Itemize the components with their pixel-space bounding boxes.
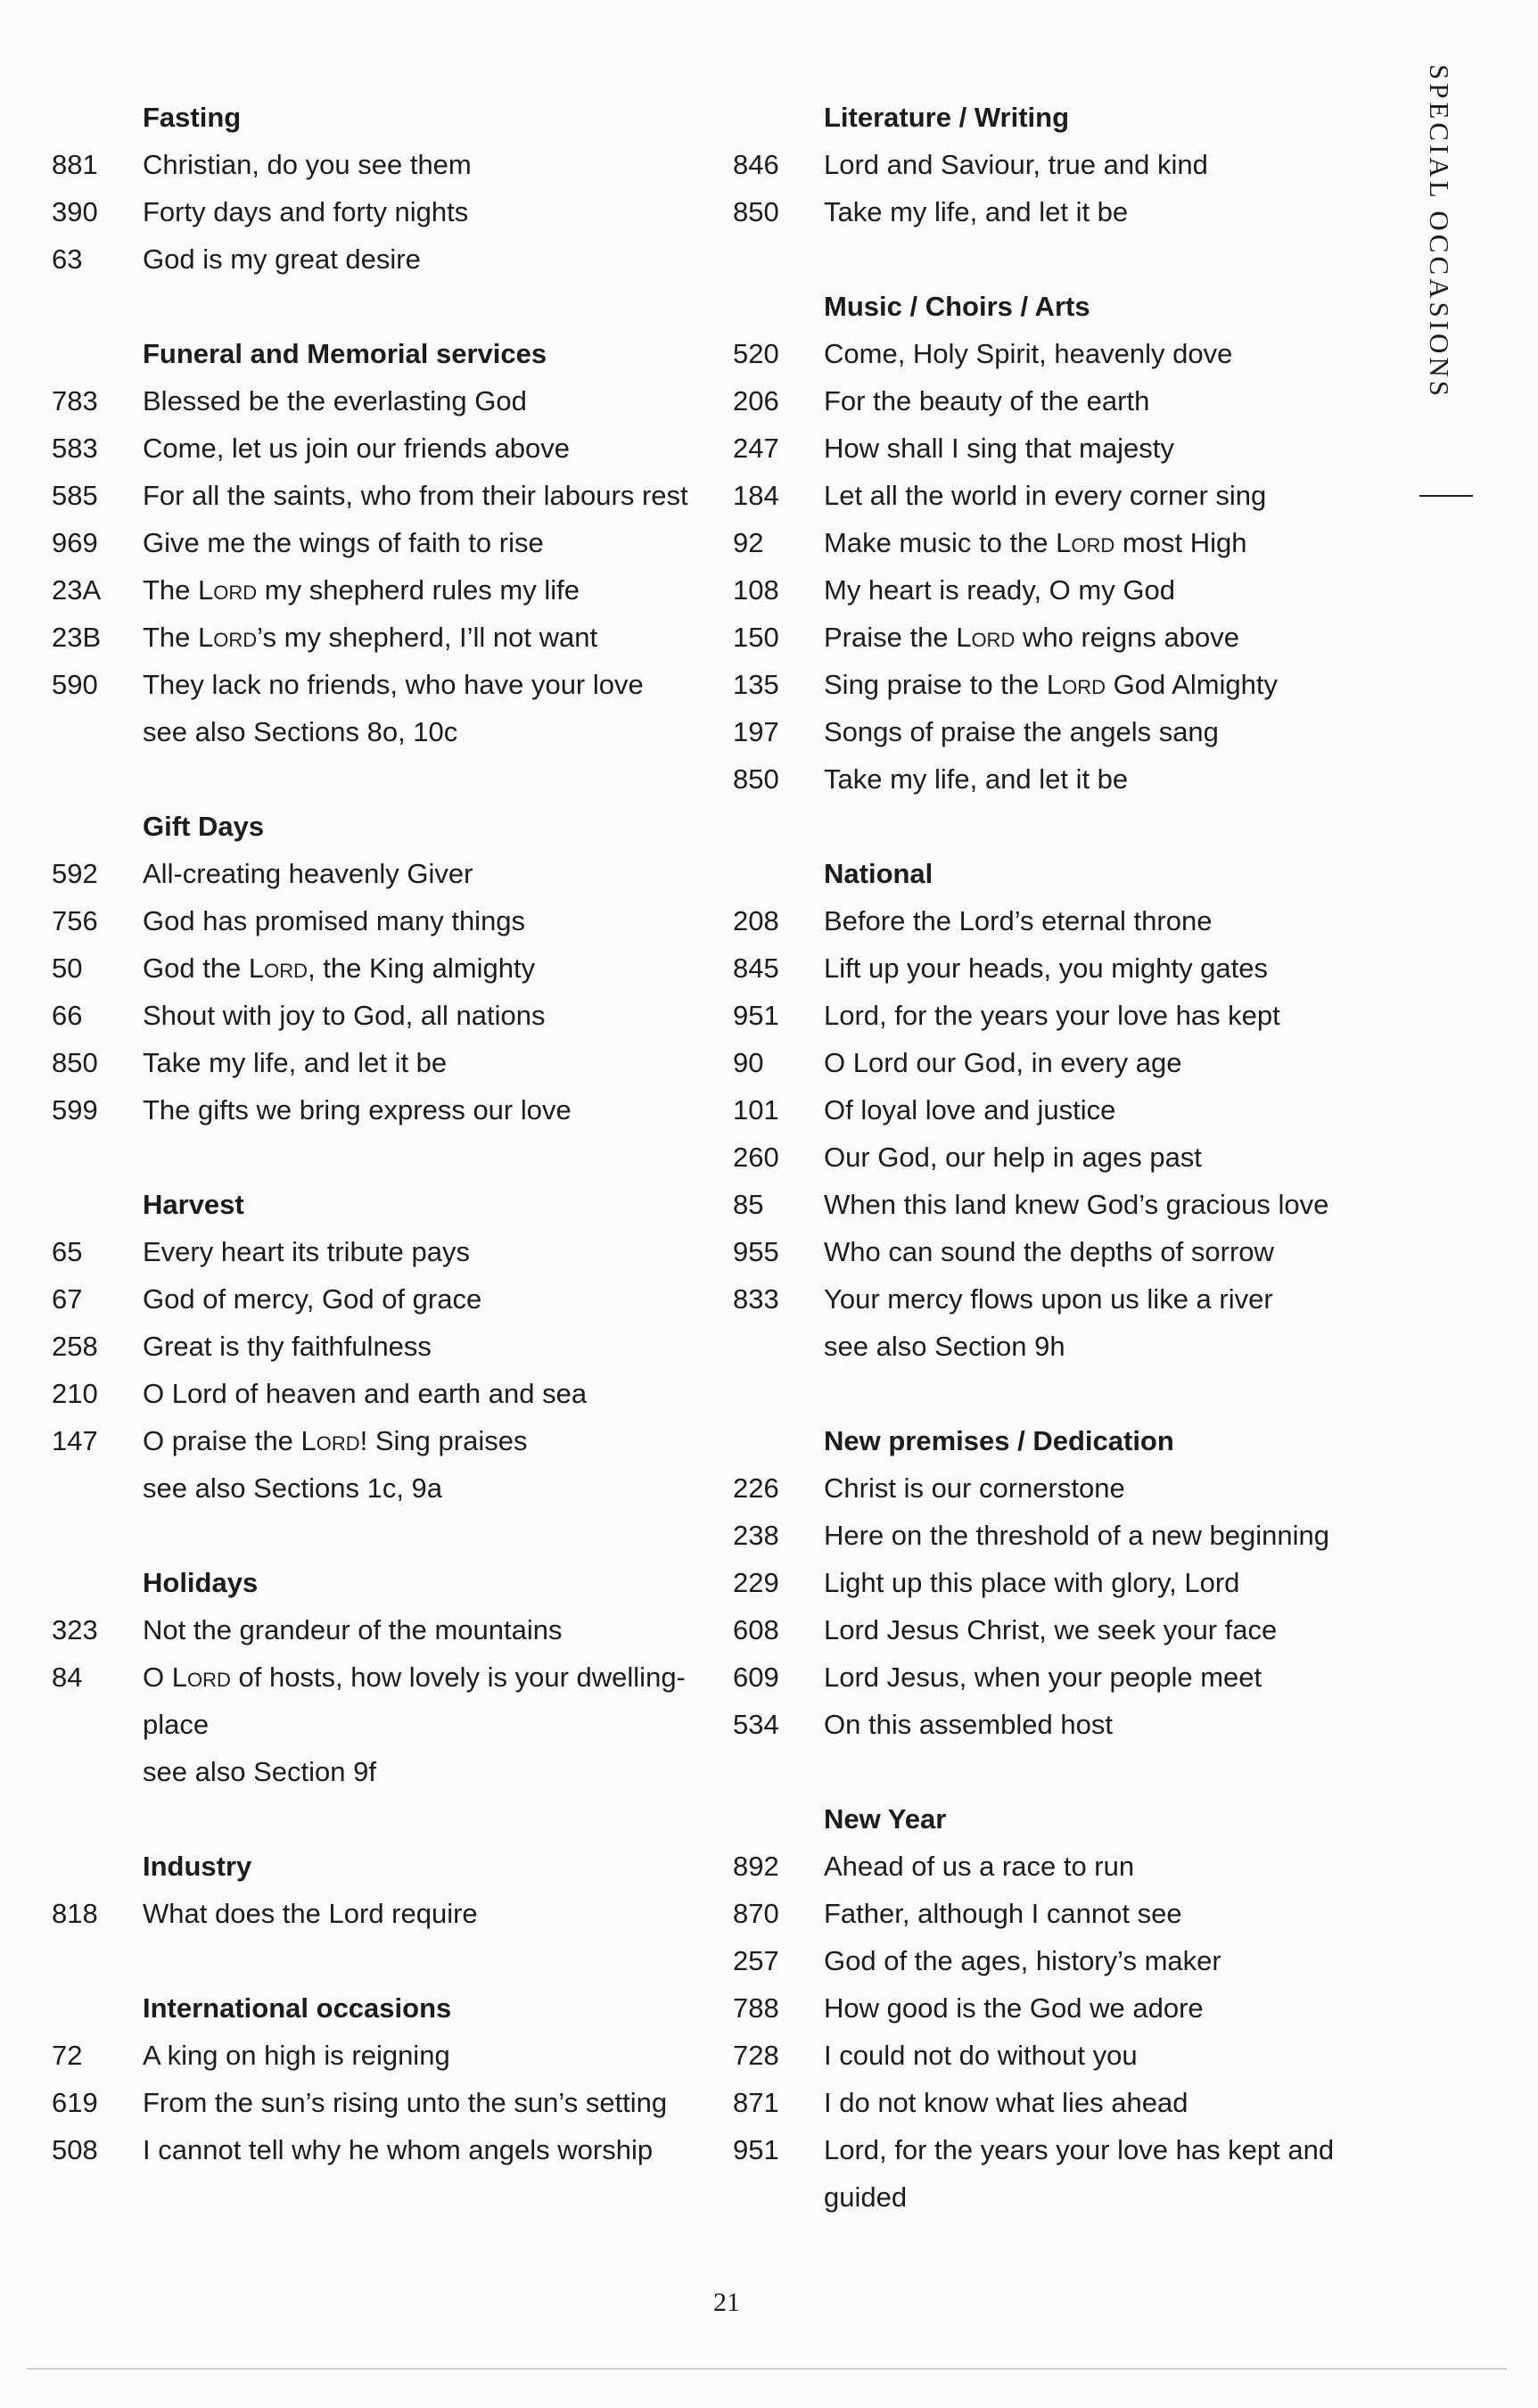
hymn-entry <box>52 472 747 519</box>
hymn-entry <box>52 1228 747 1275</box>
index-section <box>733 1795 1411 2221</box>
hymn-entry <box>733 425 1411 472</box>
hymn-number: 619 <box>52 2087 98 2118</box>
hymn-entry <box>52 1417 747 1464</box>
hymn-entry <box>52 661 747 708</box>
hymn-number: 323 <box>52 1614 98 1645</box>
hymn-title: All-creating heavenly Giver <box>143 858 473 889</box>
hymn-title: Praise the Lord who reigns above <box>824 622 1239 653</box>
hymn-number: 609 <box>733 1662 779 1693</box>
hymn-entry <box>733 1134 1411 1181</box>
hymn-entry <box>733 1464 1411 1512</box>
hymn-number: 150 <box>733 622 779 653</box>
hymn-number: 850 <box>733 763 779 795</box>
hymn-title: Take my life, and let it be <box>824 196 1129 227</box>
hymn-entry <box>52 1606 747 1653</box>
hymn-entry <box>52 944 747 992</box>
hymn-entry <box>733 1086 1411 1134</box>
hymn-entry <box>733 1275 1411 1323</box>
hymn-title: Not the grandeur of the mountains <box>143 1614 563 1645</box>
index-section <box>733 283 1411 803</box>
hymn-entry <box>52 1323 747 1370</box>
hymn-entry <box>733 330 1411 377</box>
hymn-number: 756 <box>52 905 98 936</box>
hymn-title: How shall I sing that majesty <box>824 433 1174 464</box>
hymn-number: 226 <box>733 1472 779 1504</box>
hymn-entry <box>733 188 1411 235</box>
hymn-entry <box>733 1843 1411 1890</box>
hymn-entry <box>733 1701 1411 1748</box>
hymn-title: O Lord our God, in every age <box>824 1047 1182 1078</box>
hymn-entry <box>733 1937 1411 1984</box>
hymn-number: 833 <box>733 1283 779 1315</box>
hymn-title: God of the ages, history’s maker <box>824 1945 1221 1976</box>
hymn-number: 257 <box>733 1945 779 1976</box>
hymn-title: Christ is our cornerstone <box>824 1472 1125 1504</box>
hymn-number: 818 <box>52 1898 98 1929</box>
section-title: Harvest <box>143 1189 244 1220</box>
section-title: Fasting <box>143 102 242 133</box>
hymn-entry <box>52 2079 747 2126</box>
hymn-entry <box>52 1086 747 1134</box>
hymn-title: My heart is ready, O my God <box>824 574 1175 606</box>
hymn-number: 881 <box>52 149 98 180</box>
hymn-title: Lord Jesus, when your people meet <box>824 1662 1262 1693</box>
hymn-number: 850 <box>52 1047 98 1078</box>
hymn-title: Take my life, and let it be <box>824 763 1129 795</box>
hymn-entry <box>733 614 1411 661</box>
section-title: New premises / Dedication <box>824 1425 1174 1456</box>
hymn-title: Ahead of us a race to run <box>824 1851 1135 1882</box>
hymn-title: Great is thy faithfulness <box>143 1331 432 1362</box>
hymn-number: 258 <box>52 1331 98 1362</box>
hymn-number: 590 <box>52 669 98 700</box>
hymn-number: 508 <box>52 2134 98 2165</box>
section-title: Funeral and Memorial services <box>143 338 547 369</box>
hymn-number: 238 <box>733 1520 779 1551</box>
see-also-note: see also Sections 8o, 10c <box>143 716 458 747</box>
hymn-number: 63 <box>52 243 83 275</box>
hymn-entry <box>733 944 1411 992</box>
hymn-title: Let all the world in every corner sing <box>824 480 1267 511</box>
hymn-number: 65 <box>52 1236 83 1267</box>
section-title: Industry <box>143 1851 252 1882</box>
hymn-entry <box>733 2126 1411 2221</box>
hymn-title: Every heart its tribute pays <box>143 1236 470 1267</box>
index-section <box>52 803 747 1134</box>
hymn-number: 592 <box>52 858 98 889</box>
index-section <box>52 1181 747 1512</box>
hymn-entry <box>733 519 1411 566</box>
hymn-number: 728 <box>733 2040 779 2071</box>
hymn-number: 101 <box>733 1094 779 1126</box>
right-column <box>733 94 1411 2268</box>
section-title: National <box>824 858 933 889</box>
hymn-number: 783 <box>52 385 98 416</box>
hymn-title: Christian, do you see them <box>143 149 472 180</box>
hymn-title: Give me the wings of faith to rise <box>143 527 544 558</box>
hymn-number: 67 <box>52 1283 83 1315</box>
index-section <box>52 94 747 283</box>
hymn-entry <box>733 1559 1411 1606</box>
hymn-title: Lord Jesus Christ, we seek your face <box>824 1614 1278 1645</box>
hymn-number: 845 <box>733 952 779 984</box>
hymn-title: Lord, for the years your love has kept <box>824 1000 1280 1031</box>
hymn-title: They lack no friends, who have your love <box>143 669 644 700</box>
hymn-entry <box>52 566 747 614</box>
hymn-entry <box>733 1890 1411 1937</box>
hymn-number: 135 <box>733 669 779 700</box>
hymn-title: Who can sound the depths of sorrow <box>824 1236 1274 1267</box>
hymn-entry <box>52 2126 747 2173</box>
section-title: New Year <box>824 1803 947 1835</box>
hymn-number: 955 <box>733 1236 779 1267</box>
hymn-number: 870 <box>733 1898 779 1929</box>
section-title: Holidays <box>143 1567 259 1598</box>
hymn-title: What does the Lord require <box>143 1898 478 1929</box>
see-also-note: see also Section 9f <box>143 1756 376 1787</box>
left-column <box>52 94 747 2221</box>
hymn-number: 23A <box>52 574 102 606</box>
hymn-number: 585 <box>52 480 98 511</box>
hymn-entry <box>733 1606 1411 1653</box>
hymn-title: God has promised many things <box>143 905 526 936</box>
hymn-title: Lord, for the years your love has kept and guided <box>824 2134 1335 2213</box>
index-section <box>733 850 1411 1370</box>
hymn-entry <box>52 1653 747 1748</box>
index-section <box>52 1559 747 1795</box>
hymn-number: 50 <box>52 952 83 984</box>
hymn-number: 969 <box>52 527 98 558</box>
index-section <box>52 1843 747 1937</box>
hymn-number: 892 <box>733 1851 779 1882</box>
hymn-entry <box>52 1275 747 1323</box>
hymn-title: On this assembled host <box>824 1709 1113 1740</box>
hymn-title: Sing praise to the Lord God Almighty <box>824 669 1279 700</box>
hymn-entry <box>52 377 747 425</box>
hymn-number: 23B <box>52 622 102 653</box>
hymn-number: 260 <box>733 1142 779 1173</box>
hymn-entry <box>52 1370 747 1417</box>
hymn-entry <box>52 614 747 661</box>
hymn-entry <box>52 1890 747 1937</box>
hymn-entry <box>733 2079 1411 2126</box>
hymn-title: God of mercy, God of grace <box>143 1283 482 1315</box>
hymn-title: I cannot tell why he whom angels worship <box>143 2134 654 2165</box>
hymn-title: Shout with joy to God, all nations <box>143 1000 546 1031</box>
hymn-number: 208 <box>733 905 779 936</box>
hymn-number: 85 <box>733 1189 764 1220</box>
hymn-title: I do not know what lies ahead <box>824 2087 1188 2118</box>
side-label-rule <box>1419 495 1473 497</box>
hymn-title: The Lord’s my shepherd, I’ll not want <box>143 622 598 653</box>
hymn-entry <box>733 1653 1411 1701</box>
hymn-title: When this land knew God’s gracious love <box>824 1189 1329 1220</box>
hymn-number: 520 <box>733 338 779 369</box>
hymn-title: Lord and Saviour, true and kind <box>824 149 1208 180</box>
hymn-title: From the sun’s rising unto the sun’s setting <box>143 2087 668 2118</box>
see-also-note: see also Sections 1c, 9a <box>143 1472 443 1504</box>
hymn-title: O Lord of heaven and earth and sea <box>143 1378 588 1409</box>
hymn-entry <box>733 377 1411 425</box>
hymn-number: 66 <box>52 1000 83 1031</box>
hymn-entry <box>52 235 747 283</box>
hymn-number: 247 <box>733 433 779 464</box>
hymn-title: Lift up your heads, you mighty gates <box>824 952 1269 984</box>
hymn-number: 583 <box>52 433 98 464</box>
hymn-entry <box>733 1228 1411 1275</box>
hymn-title: Come, Holy Spirit, heavenly dove <box>824 338 1233 369</box>
hymn-title: The gifts we bring express our love <box>143 1094 572 1126</box>
hymn-title: Your mercy flows upon us like a river <box>824 1283 1273 1315</box>
hymn-number: 108 <box>733 574 779 606</box>
hymn-number: 197 <box>733 716 779 747</box>
hymn-title: Father, although I cannot see <box>824 1898 1182 1929</box>
hymn-title: Make music to the Lord most High <box>824 527 1247 558</box>
hymn-title: Forty days and forty nights <box>143 196 469 227</box>
index-section <box>52 1984 747 2173</box>
hymn-entry <box>733 755 1411 803</box>
hymn-entry <box>733 1039 1411 1086</box>
hymn-number: 846 <box>733 149 779 180</box>
section-title: Literature / Writing <box>824 102 1070 133</box>
hymn-entry <box>52 188 747 235</box>
hymn-number: 147 <box>52 1425 98 1456</box>
hymn-title: O Lord of hosts, how lovely is your dwelling-place <box>143 1662 686 1740</box>
hymn-entry <box>733 1984 1411 2032</box>
hymn-entry <box>733 897 1411 944</box>
hymn-number: 84 <box>52 1662 83 1693</box>
hymn-entry <box>52 850 747 897</box>
hymn-title: God the Lord, the King almighty <box>143 952 536 984</box>
hymn-number: 92 <box>733 527 764 558</box>
hymn-title: Take my life, and let it be <box>143 1047 448 1078</box>
index-section <box>733 94 1411 235</box>
hymn-number: 210 <box>52 1378 98 1409</box>
hymn-title: How good is the God we adore <box>824 1992 1204 2024</box>
page-number: 21 <box>713 2288 740 2317</box>
hymn-entry <box>52 519 747 566</box>
side-label: SPECIAL OCCASIONS <box>1424 64 1455 400</box>
hymn-entry <box>733 2032 1411 2079</box>
hymn-number: 184 <box>733 480 779 511</box>
hymn-entry <box>733 992 1411 1039</box>
hymn-entry <box>733 1512 1411 1559</box>
hymn-title: Of loyal love and justice <box>824 1094 1116 1126</box>
hymn-entry <box>52 2032 747 2079</box>
hymn-number: 90 <box>733 1047 764 1078</box>
hymn-entry <box>733 472 1411 519</box>
hymn-title: Songs of praise the angels sang <box>824 716 1219 747</box>
hymn-entry <box>52 1039 747 1086</box>
hymn-title: I could not do without you <box>824 2040 1138 2071</box>
hymn-number: 534 <box>733 1709 779 1740</box>
hymn-entry <box>733 661 1411 708</box>
hymn-title: Before the Lord’s eternal throne <box>824 905 1213 936</box>
hymn-title: Come, let us join our friends above <box>143 433 571 464</box>
hymn-entry <box>52 425 747 472</box>
hymn-entry <box>52 992 747 1039</box>
hymn-title: Blessed be the everlasting God <box>143 385 527 416</box>
section-title: Music / Choirs / Arts <box>824 291 1090 322</box>
hymn-entry <box>52 141 747 188</box>
hymn-number: 850 <box>733 196 779 227</box>
hymn-number: 390 <box>52 196 98 227</box>
hymn-title: Our God, our help in ages past <box>824 1142 1202 1173</box>
hymn-number: 229 <box>733 1567 779 1598</box>
hymn-title: Light up this place with glory, Lord <box>824 1567 1240 1598</box>
hymn-entry <box>733 708 1411 755</box>
bottom-rule <box>27 2368 1507 2370</box>
hymn-entry <box>733 141 1411 188</box>
hymn-title: The Lord my shepherd rules my life <box>143 574 580 606</box>
hymn-title: A king on high is reigning <box>143 2040 450 2071</box>
hymn-title: For all the saints, who from their labours rest <box>143 480 688 511</box>
hymn-title: For the beauty of the earth <box>824 385 1150 416</box>
section-title: Gift Days <box>143 811 265 842</box>
hymn-number: 599 <box>52 1094 98 1126</box>
hymn-number: 951 <box>733 2134 779 2165</box>
hymn-title: God is my great desire <box>143 243 421 275</box>
hymn-number: 72 <box>52 2040 83 2071</box>
hymn-number: 608 <box>733 1614 779 1645</box>
index-section <box>733 1417 1411 1748</box>
hymn-title: Here on the threshold of a new beginning <box>824 1520 1330 1551</box>
hymn-number: 871 <box>733 2087 779 2118</box>
see-also-note: see also Section 9h <box>824 1331 1065 1362</box>
hymn-number: 206 <box>733 385 779 416</box>
hymn-entry <box>733 1181 1411 1228</box>
hymn-title: O praise the Lord! Sing praises <box>143 1425 528 1456</box>
hymn-entry <box>733 566 1411 614</box>
index-section <box>52 330 747 755</box>
section-title: International occasions <box>143 1992 452 2024</box>
hymn-entry <box>52 897 747 944</box>
hymn-number: 951 <box>733 1000 779 1031</box>
hymn-number: 788 <box>733 1992 779 2024</box>
